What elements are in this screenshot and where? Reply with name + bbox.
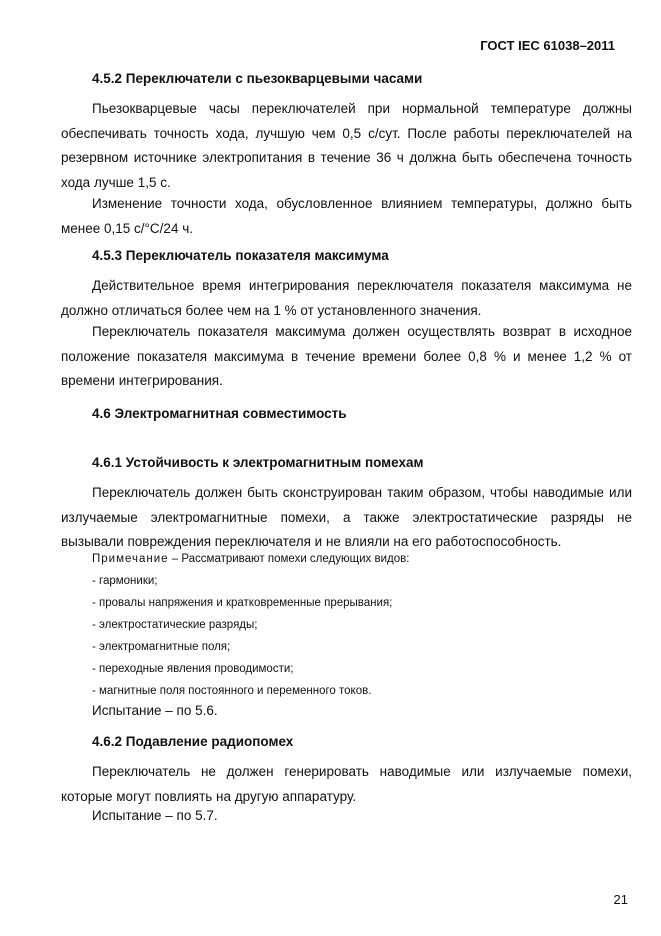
list-item: - провалы напряжения и кратковременные прерывания; [92, 597, 393, 609]
paragraph-temperature-influence: Изменение точности хода, обусловленное влиянием температуры, должно быть менее 0,15 с/°С/24 ч. [61, 196, 632, 236]
list-item: - магнитные поля постоянного и переменного токов. [92, 685, 372, 697]
page-number: 21 [613, 892, 628, 907]
paragraph-emc-immunity: Переключатель должен быть сконструирован таким образом, чтобы наводимые или излучаемые электромагнитные помехи, а также электростатические разряды не вызывали повреждения переключателя и не влияли на его работоспособность. [61, 485, 632, 549]
list-item: - гармоники; [92, 575, 158, 587]
heading-4-6-1: 4.6.1 Устойчивость к электромагнитным помехам [92, 455, 424, 470]
list-item: - переходные явления проводимости; [92, 663, 294, 675]
paragraph-radio-interference: Переключатель не должен генерировать наводимые или излучаемые помехи, которые могут повлиять на другую аппаратуру. [61, 764, 632, 804]
heading-4-6: 4.6 Электромагнитная совместимость [92, 406, 347, 421]
note [92, 549, 409, 570]
paragraph-reset-indicator: Переключатель показателя максимума должен осуществлять возврат в исходное положение показателя максимума в течение времени более 0,8 % и менее 1,2 % от времени интегрирования. [61, 324, 632, 388]
test-reference: Испытание – по 5.7. [92, 808, 218, 823]
list-item: - электростатические разряды; [92, 619, 258, 631]
paragraph-integration-time: Действительное время интегрирования переключателя показателя максимума не должно отличаться более чем на 1 % от установленного значения. [61, 278, 632, 318]
document-code: ГОСТ IEC 61038–2011 [480, 38, 615, 53]
list-item: - электромагнитные поля; [92, 641, 231, 653]
note-text: – Рассматривают помехи следующих видов: [168, 553, 410, 565]
heading-4-5-2: 4.5.2 Переключатели с пьезокварцевыми часами [92, 71, 423, 86]
test-reference: Испытание – по 5.6. [92, 703, 218, 718]
note-label: Примечание [92, 553, 169, 565]
heading-4-6-2: 4.6.2 Подавление радиопомех [92, 734, 294, 749]
paragraph-quartz-accuracy: Пьезокварцевые часы переключателей при нормальной температуре должны обеспечивать точность хода, лучшую чем 0,5 с/сут. После работы переключателей на резервном источнике электропитания в течение 36 ч должна быть обеспечена точность хода лучше 1,5 с. [61, 101, 632, 190]
heading-4-5-3: 4.5.3 Переключатель показателя максимума [92, 248, 389, 263]
